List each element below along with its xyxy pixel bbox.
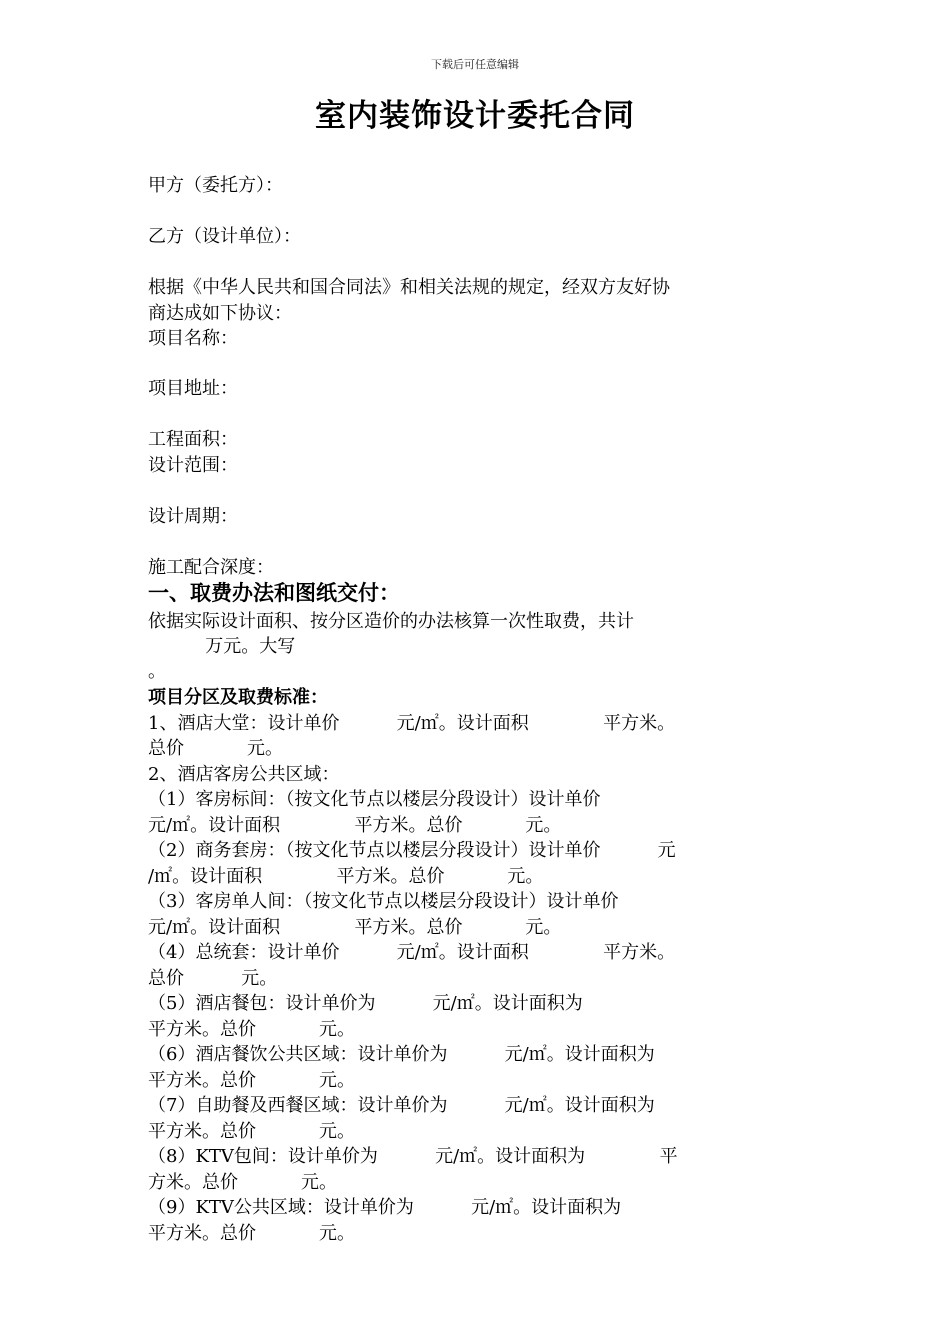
zone-line: （5）酒店餐包：设计单价为 元/㎡。设计面积为 <box>148 993 583 1014</box>
zone-line: 2、酒店客房公共区域： <box>148 764 340 785</box>
fee-line-2: 万元。大写 <box>148 636 296 657</box>
zone-line: （6）酒店餐饮公共区域：设计单价为 元/㎡。设计面积为 <box>148 1044 655 1065</box>
construction-depth-line: 施工配合深度： <box>148 557 274 578</box>
zone-line: 方米。总价 元。 <box>148 1172 337 1193</box>
zone-line: 总价 元。 <box>148 738 283 759</box>
zone-line: （2）商务套房：（按文化节点以楼层分段设计）设计单价 元 <box>148 840 676 861</box>
party-b-line: 乙方（设计单位）： <box>148 226 301 247</box>
zone-line: 元/㎡。设计面积 平方米。总价 元。 <box>148 815 562 836</box>
fee-line-1: 依据实际设计面积、按分区造价的办法核算一次性取费，共计 <box>148 611 634 632</box>
zone-line: 1、酒店大堂：设计单价 元/㎡。设计面积 平方米。 <box>148 713 676 734</box>
party-a-line: 甲方（委托方）： <box>148 175 283 196</box>
document-title: 室内装饰设计委托合同 <box>315 98 635 134</box>
zone-line: （9）KTV公共区域：设计单价为 元/㎡。设计面积为 <box>148 1197 622 1218</box>
project-area-line: 工程面积： <box>148 429 238 450</box>
zone-line: （1）客房标间：（按文化节点以楼层分段设计）设计单价 <box>148 789 601 810</box>
basis-line-1: 根据《中华人民共和国合同法》和相关法规的规定，经双方友好协 <box>148 277 670 298</box>
page-header-note: 下载后可任意编辑 <box>431 58 519 71</box>
fee-line-3: 。 <box>148 661 166 682</box>
zone-line: （8）KTV包间：设计单价为 元/㎡。设计面积为 平 <box>148 1146 678 1167</box>
zone-fee-subheading: 项目分区及取费标准： <box>148 687 328 708</box>
zone-line: 平方米。总价 元。 <box>148 1121 355 1142</box>
project-name-line: 项目名称： <box>148 328 238 349</box>
zone-line: （4）总统套：设计单价 元/㎡。设计面积 平方米。 <box>148 942 676 963</box>
design-period-line: 设计周期： <box>148 506 238 527</box>
zone-line: （7）自助餐及西餐区域：设计单价为 元/㎡。设计面积为 <box>148 1095 655 1116</box>
zone-line: 平方米。总价 元。 <box>148 1070 355 1091</box>
basis-line-2: 商达成如下协议： <box>148 303 292 324</box>
section-1-heading: 一、取费办法和图纸交付： <box>148 581 400 605</box>
zone-line: 平方米。总价 元。 <box>148 1019 355 1040</box>
zone-line: 元/㎡。设计面积 平方米。总价 元。 <box>148 917 562 938</box>
zone-line: 总价 元。 <box>148 968 278 989</box>
design-scope-line: 设计范围： <box>148 455 238 476</box>
zone-line: 平方米。总价 元。 <box>148 1223 355 1244</box>
project-address-line: 项目地址： <box>148 378 238 399</box>
zone-line: （3）客房单人间：（按文化节点以楼层分段设计）设计单价 <box>148 891 619 912</box>
zone-line: /㎡。设计面积 平方米。总价 元。 <box>148 866 544 887</box>
